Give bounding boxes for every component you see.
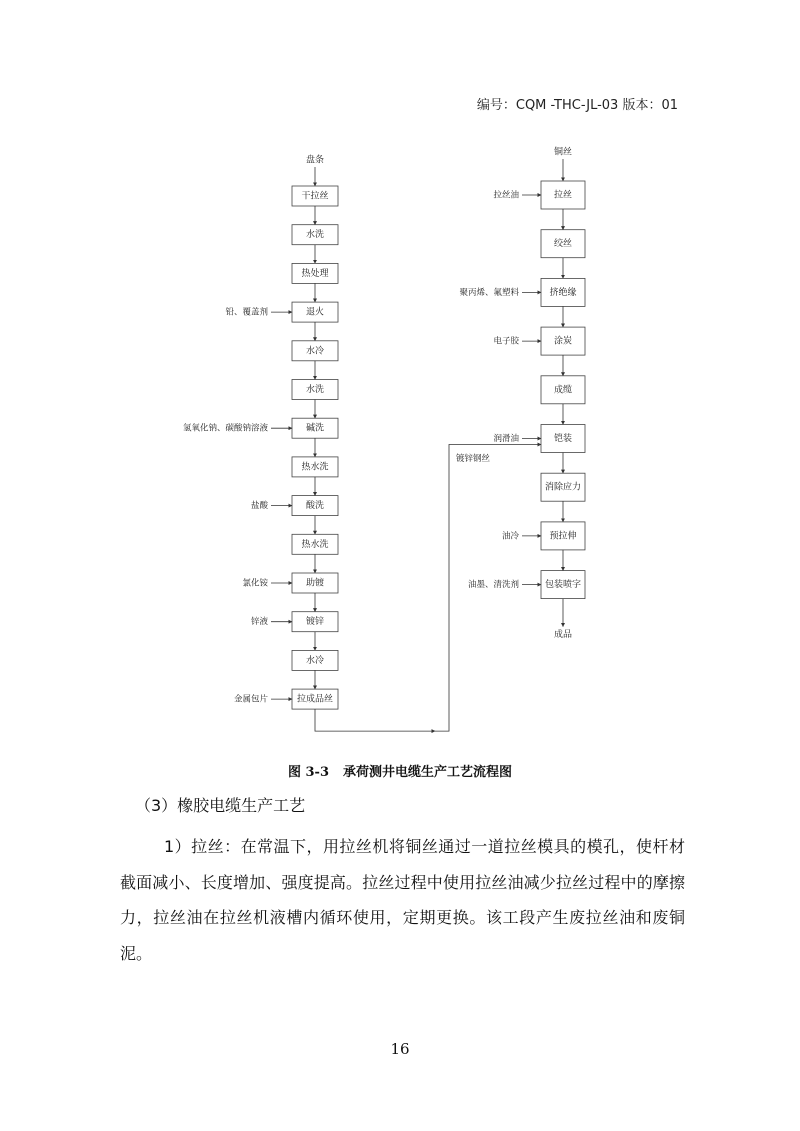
right-step-9-label: 包装喷字 xyxy=(544,580,582,591)
right-start-label: 铜丝 xyxy=(553,147,573,158)
right-input-5: 油冷 xyxy=(501,531,519,542)
left-input-1: 铅、覆盖剂 xyxy=(225,307,268,318)
right-input-1: 拉丝油 xyxy=(493,190,519,201)
right-end-label: 成品 xyxy=(553,630,573,641)
left-input-3: 盐酸 xyxy=(250,501,268,512)
section-title: （3）橡胶电缆生产工艺 xyxy=(135,796,306,815)
figure-caption xyxy=(0,761,800,780)
left-step-3-label: 热处理 xyxy=(301,268,329,279)
right-step-7-label: 消除应力 xyxy=(544,482,582,493)
left-start-label: 盘条 xyxy=(305,155,325,166)
figure-title: 承荷测井电缆生产工艺流程图 xyxy=(343,765,513,780)
right-input-3: 电子胶 xyxy=(493,336,519,347)
right-step-2-label: 绞丝 xyxy=(553,239,573,250)
left-step-1-label: 干拉丝 xyxy=(301,191,329,202)
left-step-6-label: 水洗 xyxy=(305,385,325,395)
right-step-8-label: 预拉伸 xyxy=(549,531,577,542)
right-step-6-label: 铠装 xyxy=(553,434,573,444)
figure-number: 图 3-3 xyxy=(287,765,329,780)
body-paragraph: 1）拉丝：在常温下，用拉丝机将铜丝通过一道拉丝模具的模孔，使杆材截面减小、长度增加、强度提高。拉丝过程中使用拉丝油减少拉丝过程中的摩擦力，拉丝油在拉丝机液槽内循环使用，定期更换。该工段产生废拉丝油和废铜泥。 xyxy=(120,837,685,963)
left-step-12-label: 镀锌 xyxy=(305,617,325,628)
left-step-10-label: 热水洗 xyxy=(301,539,329,550)
left-step-2-label: 水洗 xyxy=(305,230,325,241)
left-step-4-label: 退火 xyxy=(305,307,325,318)
left-step-13-label: 水冷 xyxy=(305,655,325,666)
left-step-14-label: 拉成品丝 xyxy=(296,694,334,705)
process-flow-diagram xyxy=(0,130,800,750)
left-step-7-label: 碱洗 xyxy=(305,423,325,434)
left-step-8-label: 热水洗 xyxy=(301,462,329,473)
right-step-3-label: 挤绝缘 xyxy=(549,287,577,298)
left-step-5-label: 水冷 xyxy=(305,346,325,357)
right-input-4: 润滑油 xyxy=(493,434,519,444)
left-input-2: 氢氧化钠、碳酸钠溶液 xyxy=(182,423,268,434)
left-input-5: 锌液 xyxy=(250,617,268,628)
left-step-11-label: 助镀 xyxy=(305,578,325,589)
right-input-6: 油墨、清洗剂 xyxy=(467,580,519,591)
page-number: 16 xyxy=(390,1040,410,1058)
document-code: 编号：CQM -THC-JL-03 版本：01 xyxy=(476,98,678,113)
right-input-2: 聚丙烯、氟塑料 xyxy=(459,287,519,298)
connector-label: 镀锌钢丝 xyxy=(456,454,491,464)
right-step-4-label: 涂炭 xyxy=(553,336,573,347)
left-input-4: 氯化铵 xyxy=(242,578,268,589)
connector-to-mid xyxy=(315,709,435,731)
left-step-9-label: 酸洗 xyxy=(305,501,325,512)
left-input-6: 金属包片 xyxy=(233,694,268,705)
right-step-1-label: 拉丝 xyxy=(553,190,573,201)
right-step-5-label: 成缆 xyxy=(553,385,573,396)
